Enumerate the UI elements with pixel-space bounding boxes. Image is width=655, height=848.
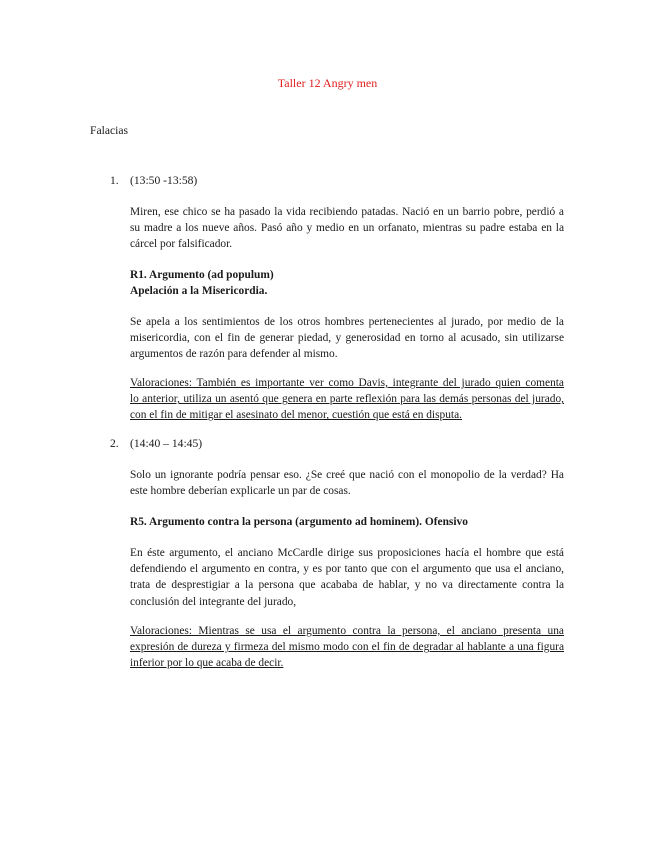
item-1-fallacy-line: R1. Argumento (ad populum) [130, 269, 274, 281]
item-2-assessment-line: expresión de dureza y firmeza del mismo modo con el fin de degradar al hablante a una figura [130, 641, 564, 654]
item-1-fallacy [130, 267, 564, 299]
item-1-quote-line: Miren, ese chico se ha pasado la vida recibiendo patadas. Nació en un barrio pobre, perdió a [130, 206, 564, 218]
item-1-quote-line: cárcel por falsificador. [130, 238, 233, 251]
item-1-heading [110, 174, 197, 187]
item-1-explanation [130, 314, 564, 363]
item-2-assessment-line: inferior por lo que acaba de decir. [130, 657, 284, 670]
item-2-explanation-line: En éste argumento, el anciano McCardle dirige sus proposiciones hacía el hombre que está [130, 547, 564, 559]
item-1-fallacy-line: Apelación a la Misericordia. [130, 285, 268, 298]
item-1-explanation-line: misericordia, con el fin de generar piedad, y generosidad en torno al acusado, sin utilizarse [130, 332, 564, 345]
item-1-explanation-line: Se apela a los sentimientos de los otros hombres pertenecientes al jurado, por medio de la [130, 316, 564, 328]
item-2-fallacy-line: R5. Argumento contra la persona (argumento ad hominem). Ofensivo [130, 516, 468, 528]
item-2-explanation-line: conclusión del integrante del jurado, [130, 595, 297, 608]
item-1-assessment-line: Valoraciones: También es importante ver como Davis, integrante del jurado quien comenta [130, 377, 564, 389]
item-2-explanation-line: defendiendo el argumento en contra, y es por tanto que con el argumento que usa el anciano, [130, 563, 564, 576]
item-1-quote-line: su madre a los nueve años. Pasó año y medio en un orfanato, mientras su padre estaba en la [130, 222, 564, 235]
item-1-assessment-line: lo anterior, utiliza un asentó que genera en parte reflexión para las demás personas del jurado, [130, 393, 564, 406]
item-1-timestamp: (13:50 -13:58) [130, 174, 198, 187]
item-2-timestamp: (14:40 – 14:45) [130, 437, 203, 450]
item-2-quote [130, 467, 564, 499]
item-1-assessment [130, 375, 564, 424]
item-2-fallacy [130, 514, 564, 530]
item-2-number: 2. [110, 437, 119, 450]
item-2-quote-line: Solo un ignorante podría pensar eso. ¿Se creé que nació con el monopolio de la verdad? Ha [130, 469, 564, 481]
item-2-explanation-line: trata de desprestigiar a la persona que acababa de hablar, y no va directamente contra la [130, 579, 564, 592]
item-2-assessment-line: Valoraciones: Mientras se usa el argumento contra la persona, el anciano presenta una [130, 625, 564, 637]
item-1-number: 1. [110, 174, 119, 187]
item-1-quote [130, 204, 564, 253]
item-2-heading [110, 437, 202, 450]
item-1-assessment-line: con el fin de mitigar el asesinato del menor, cuestión que está en disputa. [130, 409, 462, 422]
document-title: Taller 12 Angry men [277, 76, 378, 90]
item-1-explanation-line: argumentos de razón para defender al mismo. [130, 348, 338, 361]
item-2-quote-line: este hombre deberían explicarle un par de cosas. [130, 485, 351, 498]
section-heading: Falacias [90, 124, 128, 137]
item-2-assessment [130, 623, 564, 672]
item-2-explanation [130, 545, 564, 610]
